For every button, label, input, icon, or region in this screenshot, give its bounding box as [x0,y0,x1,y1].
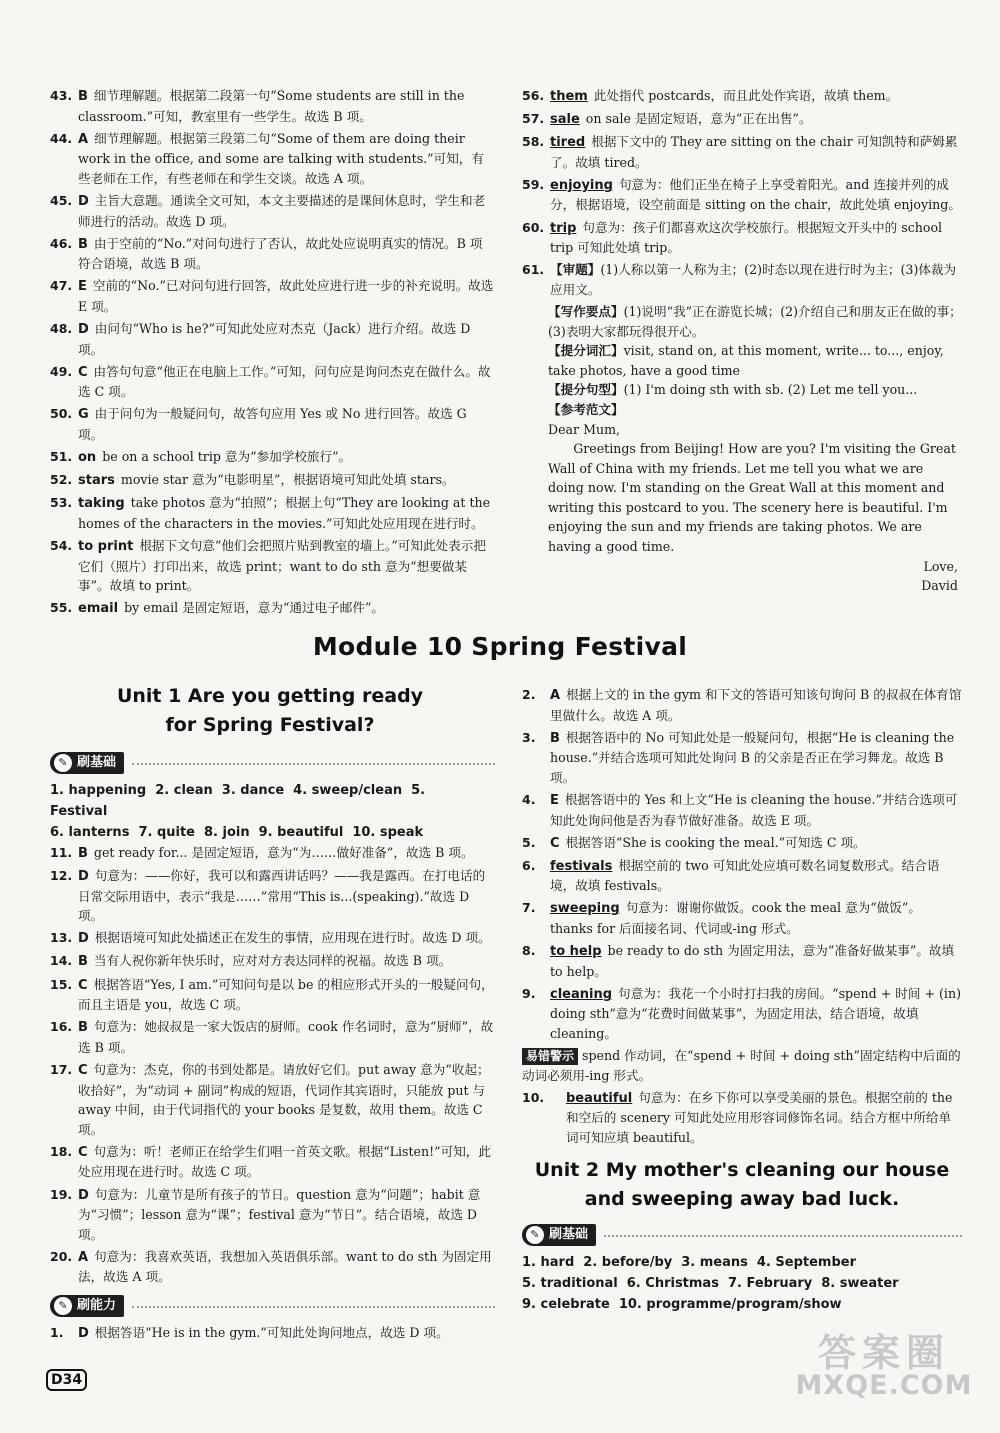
item-number: 45. [50,192,73,208]
item-answer: to help [550,944,602,960]
answer-item [50,470,495,491]
item-number: 44. [50,130,73,146]
xiezuo-text: (1)说明“我”正在游览长城；(2)介绍自己和朋友正在做的事；(3)表明大家都玩得很开心。 [548,303,962,339]
item-explanation: 由问句“Who is he?”可知此处应对杰克（Jack）进行介绍。故选 D 项。 [78,321,471,357]
answer-item [50,1017,495,1057]
pen-icon: ✎ [526,1226,544,1244]
item-number: 48. [50,321,73,337]
item-explanation: 句意为：我喜欢英语，我想加入英语俱乐部。want to do sth 为固定用法，故选 A 项。 [78,1248,492,1285]
item-answer: C [78,364,88,380]
item-number: 16. [50,1019,73,1035]
answer-item [50,447,495,468]
item-answer: C [78,977,88,993]
answer-word: 9. celebrate [522,1296,610,1312]
item-explanation: 空前的“No.”已对问句进行回答，故此处应进行进一步的补充说明。故选 E 项。 [78,278,494,314]
item-explanation: 根据答语“She is cooking the meal.”可知选 C 项。 [565,834,866,850]
item-explanation: 此处指代 postcards，而且此处作宾语，故填 them。 [593,88,899,103]
item-number: 7. [522,900,536,916]
essay-sign: David [921,578,958,594]
basic1-line2 [50,822,495,843]
item-number: 46. [50,235,73,251]
answer-item [50,598,495,619]
juxing-text: (1) I'm doing sth with sb. (2) Let me tell you... [623,382,918,398]
item-answer: D [78,193,89,209]
item-explanation: 句意为：谢谢你做饭。cook the meal 意为“做饭”。thanks for 后面接名词、代词或-ing 形式。 [550,900,921,937]
section-basic-label: 刷基础 [77,755,117,771]
item-explanation: 主旨大意题。通读全文可知，本文主要描述的是课间休息时，学生和老师进行的活动。故选 D 项。 [78,192,486,229]
item-number: 56. [522,88,545,103]
item-number: 13. [50,930,73,946]
answer-word: 3. means [681,1254,748,1270]
pen-icon: ✎ [54,1297,72,1315]
cihui-text: visit, stand on, at this moment, write... to..., enjoy, take photos, have a good time [548,343,944,378]
juxing-tag: 【提分句型】 [548,382,624,398]
answer-word: 1. hard [522,1254,575,1270]
xiezuo-tag: 【写作要点】 [548,303,624,319]
item-number: 51. [50,449,73,465]
item-number: 19. [50,1186,73,1202]
answer-word: 8. sweater [821,1275,899,1291]
item-number: 47. [50,278,73,294]
item-number: 10. [522,1089,545,1105]
item-explanation: 由于空前的“No.”对问句进行了否认，故此处应说明真实的情况。B 项符合语境，故选 B 项。 [78,235,483,272]
section-ability-label: 刷能力 [77,1298,117,1314]
answer-word: 6. Christmas [626,1275,719,1291]
unit1-title [55,682,485,740]
bottom-right-column [522,685,962,1315]
item-explanation: 细节理解题。根据第三段第二句“Some of them are doing their work in the office, and some are talking with students.”可知，有些老师在工作，有些老师在和学生交谈。故选 A 项。 [78,130,484,186]
page-number: D34 [46,1369,87,1391]
answer-item [50,319,495,359]
item-answer: sweeping [550,901,620,917]
answer-item [50,129,495,189]
item-explanation: 根据下文中的 They are sitting on the chair 可知凯特和萨姆累了。故填 tired。 [550,134,958,170]
item-number: 52. [50,472,73,488]
answer-word: 4. September [756,1254,856,1270]
item-answer: stars [78,473,115,489]
item-explanation: 当有人祝你新年快乐时，应对对方表达同样的祝福。故选 B 项。 [93,953,452,969]
item-explanation: 句意为：孩子们都喜欢这次学校旅行。根据短文开头中的 school trip 可知此处填 trip。 [550,219,943,256]
basic1-line1 [50,780,495,822]
answer-item [50,1323,495,1344]
item-number: 59. [522,176,545,192]
answer-word: 6. lanterns [50,825,130,840]
answer-item [522,898,962,938]
item-answer: B [78,89,88,104]
answer-item [522,109,962,130]
item-explanation: take photos 意为“拍照”；根据上句“They are looking at the homes of the characters in the movies.”可知此处应用现在进行时。 [78,495,491,531]
pen-icon: ✎ [54,754,72,772]
section-basic-tag-2 [522,1222,962,1248]
item-explanation: 根据答语中的 No 可知此处是一般疑问句，根据“He is cleaning the house.”并结合选项可知此处询问 B 的父亲是否正在学习舞龙。故选 B 项。 [550,729,955,785]
item-explanation: 由答句句意“他正在电脑上工作。”可知，问句应是询问杰克在做什么。故选 C 项。 [78,363,491,400]
answer-word: 10. speak [352,825,424,840]
item-explanation: get ready for... 是固定短语，意为“为……做好准备”，故选 B 项。 [93,845,474,860]
answer-word: 8. join [204,825,250,840]
answer-item [50,928,495,949]
item-answer: them [550,89,588,104]
basic2-line2 [522,1273,962,1294]
item-answer: enjoying [550,177,613,193]
item-number: 58. [522,134,545,150]
unit2-title-line1: Unit 2 My mother's cleaning our house [534,1158,950,1181]
answer-word: 7. February [727,1275,813,1291]
item-answer: G [78,407,89,423]
item-number: 15. [50,976,73,992]
item-explanation: be on a school trip 意为“参加学校旅行”。 [102,449,352,465]
dotted-divider [604,1235,962,1237]
cihui-tag: 【提分词汇】 [548,343,624,359]
answer-item [50,493,495,533]
item-answer: E [550,792,559,808]
answer-item [522,790,962,830]
item-answer: to print [78,538,134,554]
item-number: 6. [522,857,536,873]
item-number: 1. [50,1324,64,1340]
answer-word: 5. Festival [50,783,426,819]
item-explanation: 根据答语中的 Yes 和上文“He is cleaning the house.”并结合选项可知此处询问他是否为春节做好准备。故选 E 项。 [550,791,958,828]
answer-word: 1. happening [50,783,147,798]
item-number: 55. [50,600,73,616]
shenti-text: (1)人称以第一人称为主；(2)时态以现在进行时为主；(3)体裁为应用文。 [550,262,957,297]
item-explanation: 句意为：我花一个小时打扫我的房间。“spend + 时间 + (in) doing sth”意为“花费时间做某事”，为固定用法，结合语境，故填 cleaning。 [550,985,961,1041]
item-number: 5. [522,834,536,850]
item-explanation: 根据语境可知此处描述正在发生的事情，应用现在进行时。故选 D 项。 [94,930,491,946]
top-left-column [50,86,495,621]
answer-word: 3. dance [221,783,285,798]
answer-item [50,362,495,402]
dotted-divider [132,763,495,765]
answer-word: 2. before/by [583,1254,673,1270]
item-number: 12. [50,868,73,884]
unit2-title-line2: and sweeping away bad luck. [584,1187,900,1210]
essay-body: Greetings from Beijing! How are you? I'm visiting the Great Wall of China with my friends. Let me tell you what we are doing now. I'm standing on the Great Wall at this moment and writing this postcard to you. The scenery here is beautiful. I'm enjoying the sun and my friends are taking photos. We are having a good time. [548,441,956,555]
item-answer: A [550,688,561,703]
item-explanation: 根据上文的 in the gym 和下文的答语可知该句询问 B 的叔叔在体育馆里做什么。故选 A 项。 [550,687,962,723]
warning-text: spend 作动词，在“spend + 时间 + doing sth”固定结构中后面的动词必须用-ing 形式。 [522,1048,961,1083]
answer-item-61 [522,260,962,299]
answer-item [50,1142,495,1182]
item-number: 43. [50,88,73,103]
item-answer: trip [550,220,577,236]
answer-item [50,1060,495,1139]
answer-item [50,1247,495,1287]
item-explanation: 根据答语“He is in the gym.”可知此处询问地点，故选 D 项。 [94,1324,449,1340]
item-answer: D [78,931,89,947]
item-answer: tired [550,135,586,151]
watermark-logo [784,1331,984,1401]
bottom-left-column [50,744,495,1346]
answer-item [50,276,495,316]
item-answer: D [78,1187,89,1203]
unit1-title-line1: Unit 1 Are you getting ready [116,685,424,707]
fanwen-tag: 【参考范文】 [548,401,624,417]
item-explanation: 根据空前的 two 可知此处应填可数名词复数形式。结合语境，故填 festivals。 [550,857,940,894]
item-answer: C [78,1062,88,1078]
answer-word: 2. clean [155,783,213,798]
item-number: 61. [522,262,545,278]
item-explanation: 句意为：在乡下你可以享受美丽的景色。根据空前的 the 和空后的 scenery 可知此处应用形容词修饰名词。结合方框中所给单词可知应填 beautiful。 [566,1089,953,1145]
answer-word: 4. sweep/clean [293,783,403,798]
answer-item [50,404,495,444]
item-number: 53. [50,495,73,511]
answer-item [522,685,962,725]
item-answer: taking [78,496,125,512]
answer-word: 10. programme/program/show [618,1296,842,1312]
answer-item [50,234,495,274]
item-answer: D [78,322,89,338]
item-answer: B [78,236,88,252]
item-explanation: movie star 意为“电影明星”，根据语境可知此处填 stars。 [120,472,455,488]
item-number: 50. [50,406,73,422]
answer-item [50,843,495,864]
answer-item [522,833,962,854]
item-answer: E [78,279,87,295]
item-explanation: 句意为：他们正坐在椅子上享受着阳光。and 连接并列的成分，根据语境，设空前面是 sitting on the chair，故此处填 enjoying。 [550,176,961,213]
item-explanation: 句意为：听！老师正在给学生们唱一首英文歌。根据“Listen!”可知，此处应用现在进行时。故选 C 项。 [78,1143,491,1180]
item-answer: sale [550,112,580,128]
item-answer: A [78,1249,89,1265]
answer-item [522,728,962,788]
item-number: 18. [50,1143,73,1159]
item-answer: D [78,869,89,885]
item-answer: D [78,1325,89,1341]
essay-greeting: Dear Mum, [548,421,621,437]
section-basic-label: 刷基础 [549,1226,589,1242]
answer-item [50,975,495,1015]
item-number: 20. [50,1248,73,1264]
item-number: 14. [50,953,73,969]
answer-item [522,175,962,215]
item-answer: B [78,954,88,970]
item-number: 54. [50,537,73,553]
item-number: 11. [50,845,73,860]
item-explanation: on sale 是固定短语，意为“正在出售”。 [585,111,812,127]
item-answer: cleaning [550,986,613,1002]
watermark-line1: 答案圈 [817,1331,950,1375]
warning-tag: 易错警示 [522,1048,578,1065]
basic2-line3 [522,1294,962,1315]
item-explanation: 句意为：——你好，我可以和露西讲话吗？——我是露西。在打电话的日常交际用语中，表示“我是……”常用“This is...(speaking).”故选 D 项。 [78,868,486,924]
unit2-title [522,1156,962,1214]
item-answer: festivals [550,858,613,874]
item-number: 49. [50,363,73,379]
answer-item [522,941,962,981]
answer-item [522,856,962,896]
answer-item [50,951,495,972]
section-basic-tag [50,750,495,776]
item-explanation: 句意为：儿童节是所有孩子的节日。question 意为“问题”；habit 意为“习惯”；lesson 意为“课”；festival 意为“节日”。结合语境，故选 D 项。 [78,1186,481,1242]
answer-item [522,132,962,172]
item-explanation: 句意为：杰克，你的书到处都是。请放好它们。put away 意为“收起；收拾好”，为“动词 + 副词”构成的短语，代词作其宾语时，只能放 put 与 away 中间，由于代词指代的 your books 是复数，故用 them。故选 C 项。 [78,1061,490,1137]
basic2-line1 [522,1252,962,1273]
item-number: 8. [522,943,536,959]
answer-item [50,536,495,596]
answer-item [522,984,962,1044]
unit1-title-line2: for Spring Festival? [165,714,375,736]
item-answer: beautiful [566,1090,633,1106]
warning-note [522,1046,962,1085]
answer-item-10 [522,1088,962,1148]
item-explanation: 句意为：她叔叔是一家大饭店的厨师。cook 作名词时，意为“厨师”，故选 B 项。 [78,1019,494,1055]
item-number: 60. [522,219,545,235]
answer-word: 5. traditional [522,1275,618,1291]
answer-item [522,86,962,107]
module-title: Module 10 Spring Festival [312,632,688,661]
item-explanation: 根据答语“Yes, I am.”可知问句是以 be 的相应形式开头的一般疑问句，而且主语是 you，故选 C 项。 [78,976,494,1013]
item-explanation: 细节理解题。根据第二段第一句“Some students are still in the classroom.”可知，教室里有一些学生。故选 B 项。 [78,88,465,124]
item-answer: on [78,450,97,466]
answer-word: 7. quite [138,825,195,840]
item-answer: C [550,835,560,851]
answer-item [50,86,495,126]
top-right-column [522,86,962,596]
item-answer: B [78,1020,88,1036]
item-explanation: 根据下文句意“他们会把照片贴到教室的墙上。”可知此处表示把它们（照片）打印出来，故选 print；want to do sth 意为“想要做某事”。故填 to print。 [78,537,486,594]
item-explanation: by email 是固定短语，意为“通过电子邮件”。 [124,600,384,616]
answer-item [50,1185,495,1245]
unit1-header [55,682,485,740]
watermark-line2: MXQE.COM [795,1370,973,1401]
answer-item [522,218,962,258]
item-answer: B [550,730,560,746]
answer-item [50,191,495,231]
section-ability-tag [50,1293,495,1319]
item-number: 17. [50,1061,73,1077]
dotted-divider [132,1306,495,1308]
item-number: 3. [522,729,536,745]
item-answer: C [78,1144,88,1160]
item-explanation: be ready to do sth 为固定用法，意为“准备好做某事”。故填 to help。 [550,943,955,979]
item-explanation: 由于问句为一般疑问句，故答句应用 Yes 或 No 进行回答。故选 G 项。 [78,406,467,442]
item-number: 9. [522,985,536,1001]
item-number: 57. [522,111,545,127]
item-answer: email [78,601,119,617]
answer-word: 9. beautiful [258,825,344,840]
answer-item [50,866,495,926]
item-answer: A [78,131,89,147]
item-number: 2. [522,687,536,702]
essay-close: Love, [923,558,958,574]
item-number: 4. [522,791,536,807]
shenti-tag: 【审题】 [550,262,601,278]
item-answer: B [78,846,88,861]
q61-details [522,302,962,596]
